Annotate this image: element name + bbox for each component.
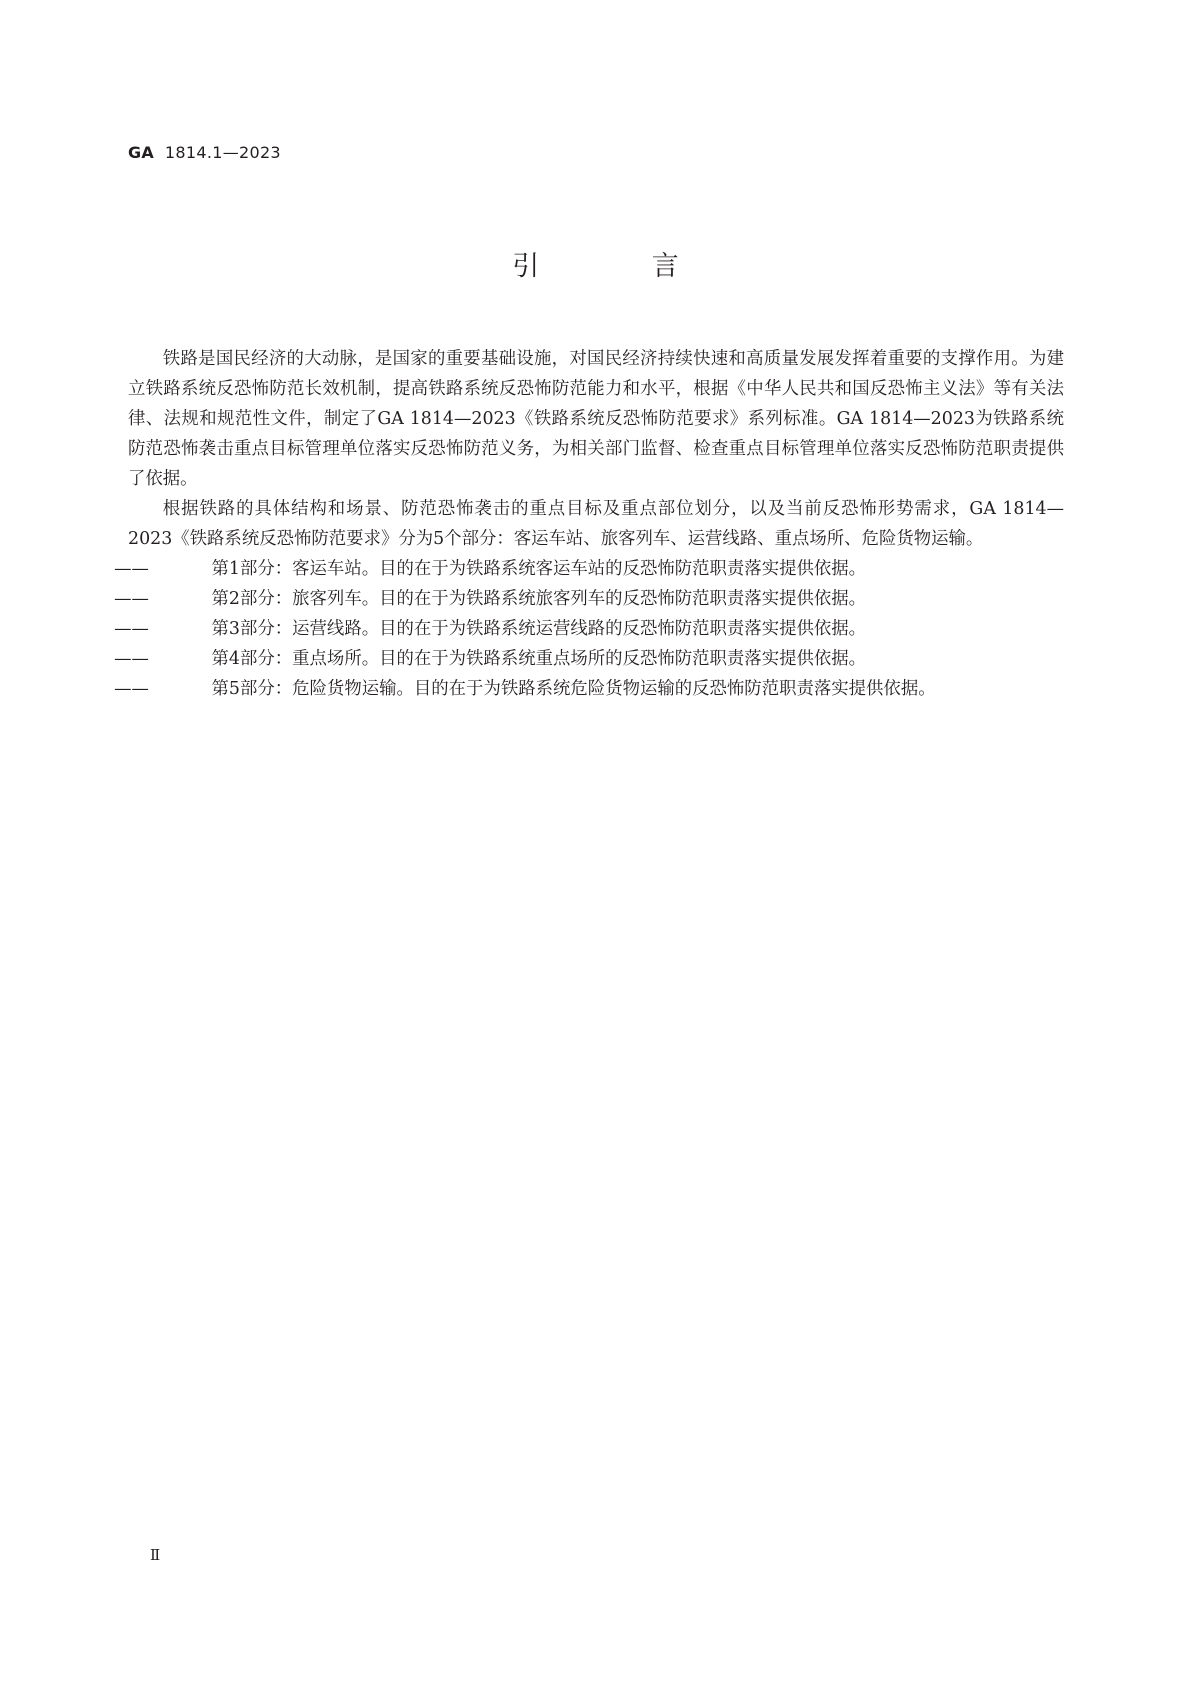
standard-code-number: 1814.1—2023 (164, 143, 281, 162)
list-item (114, 674, 1064, 704)
document-body (114, 344, 1064, 704)
intro-paragraph: 根据铁路的具体结构和场景、防范恐怖袭击的重点目标及重点部位划分，以及当前反恐怖形势需求，GA 1814—2023《铁路系统反恐怖防范要求》分为5个部分：客运车站、旅客列车、运营线路、重点场所、危险货物运输。 (128, 499, 1064, 549)
page-number: Ⅱ (150, 1546, 161, 1564)
list-item-text: 第5部分：危险货物运输。目的在于为铁路系统危险货物运输的反恐怖防范职责落实提供依据。 (211, 679, 936, 699)
list-item-text: 第2部分：旅客列车。目的在于为铁路系统旅客列车的反恐怖防范职责落实提供依据。 (211, 589, 867, 609)
intro-paragraph: 铁路是国民经济的大动脉，是国家的重要基础设施，对国民经济持续快速和高质量发展发挥着重要的支撑作用。为建立铁路系统反恐怖防范长效机制，提高铁路系统反恐怖防范能力和水平，根据《中华人民共和国反恐怖主义法》等有关法律、法规和规范性文件，制定了GA 1814—2023《铁路系统反恐怖防范要求》系列标准。GA 1814—2023为铁路系统防范恐怖袭击重点目标管理单位落实反恐怖防范义务，为相关部门监督、检查重点目标管理单位落实反恐怖防范职责提供了依据。 (128, 349, 1064, 489)
list-dash: —— (114, 619, 149, 639)
list-item (114, 554, 1064, 584)
list-item-text: 第1部分：客运车站。目的在于为铁路系统客运车站的反恐怖防范职责落实提供依据。 (211, 559, 867, 579)
standard-code-prefix: GA (128, 143, 155, 162)
standard-code (128, 143, 281, 162)
list-dash: —— (114, 589, 149, 609)
list-item-text: 第4部分：重点场所。目的在于为铁路系统重点场所的反恐怖防范职责落实提供依据。 (211, 649, 867, 669)
list-dash: —— (114, 649, 149, 669)
list-item (114, 584, 1064, 614)
list-item-text: 第3部分：运营线路。目的在于为铁路系统运营线路的反恐怖防范职责落实提供依据。 (211, 619, 867, 639)
list-item (114, 644, 1064, 674)
list-item (114, 614, 1064, 644)
list-dash: —— (114, 559, 149, 579)
list-dash: —— (114, 679, 149, 699)
page-title: 引 言 (512, 251, 731, 282)
